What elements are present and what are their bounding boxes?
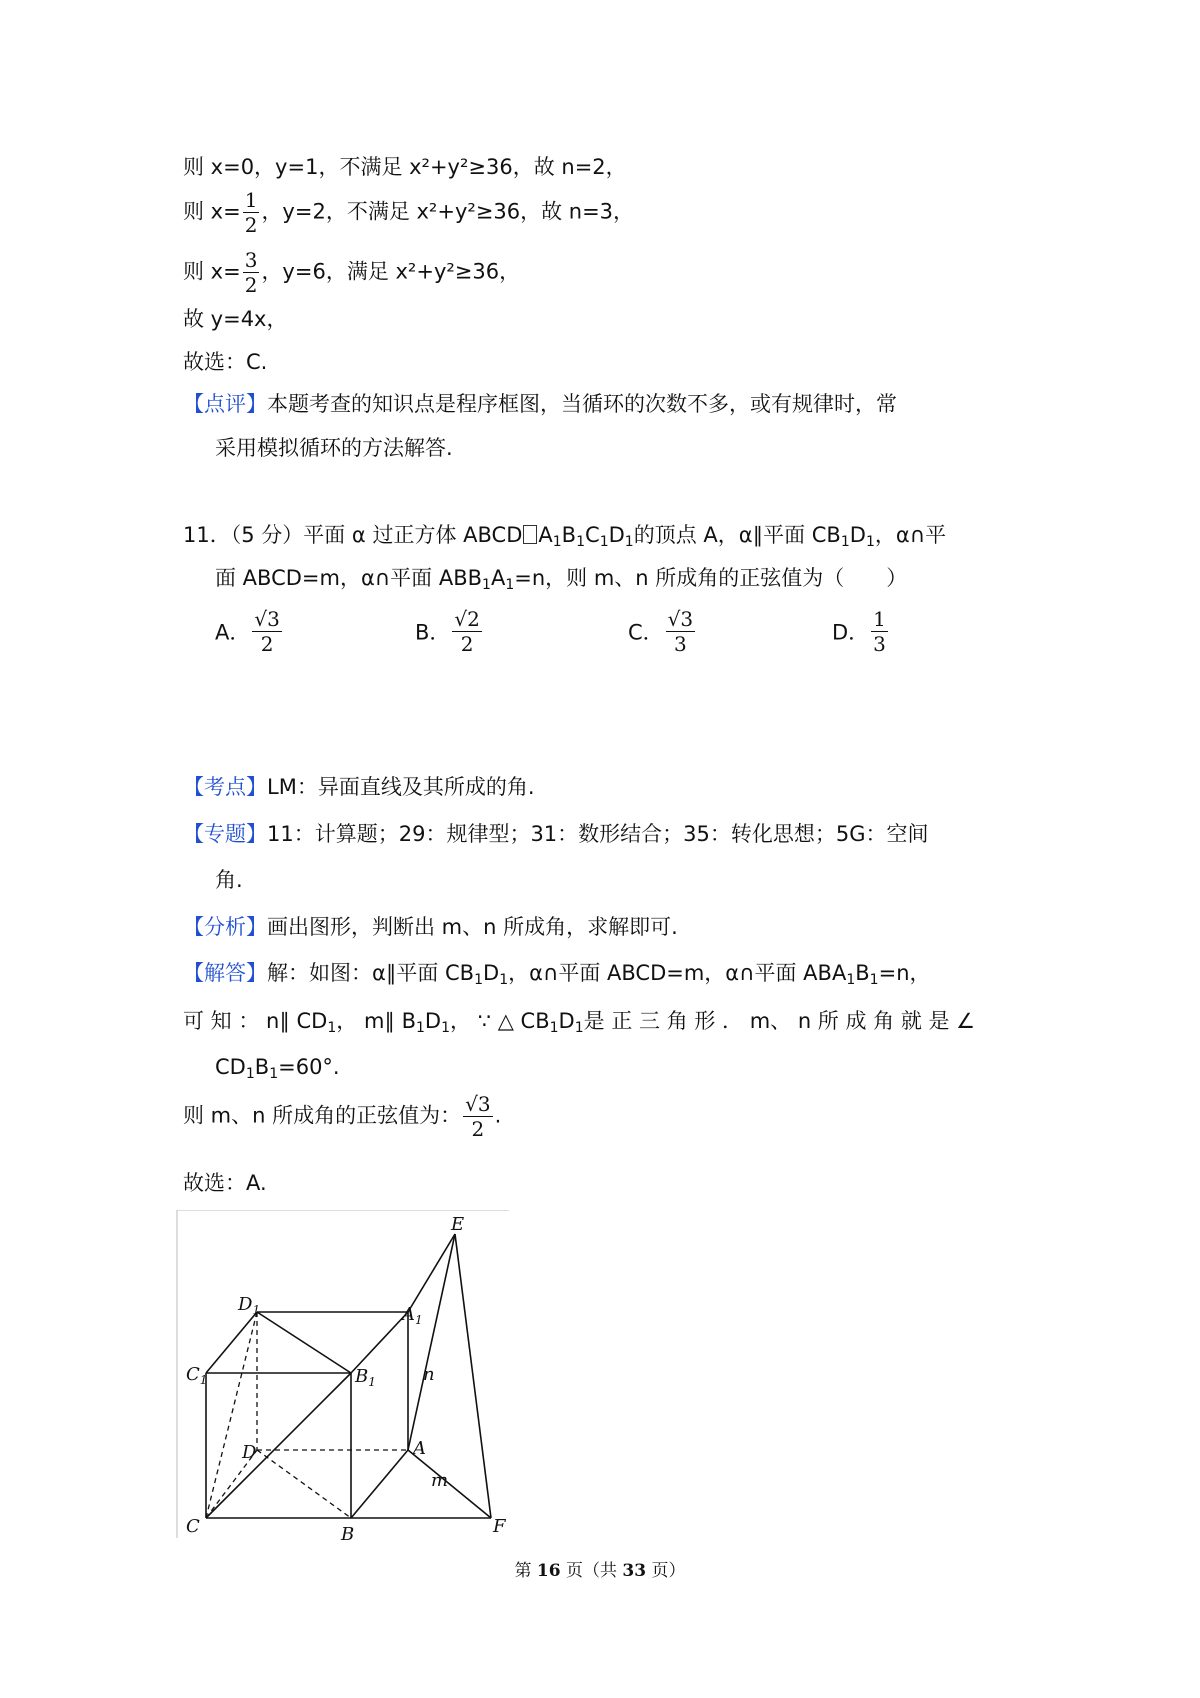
- numerator: 1: [244, 188, 258, 212]
- denominator: 2: [260, 632, 274, 656]
- text: CD: [215, 1055, 246, 1079]
- label-f: F: [493, 1516, 506, 1537]
- text: ，y=6，满足 x²+y²≥36，: [261, 259, 521, 284]
- denominator: 2: [471, 1117, 485, 1141]
- sub: 1: [846, 972, 856, 988]
- text: .: [494, 1103, 502, 1128]
- zhuanti-tag: 【专题】: [183, 822, 267, 846]
- option-a[interactable]: [215, 607, 284, 656]
- label-d1: [237, 1294, 260, 1317]
- fraction: [452, 607, 481, 656]
- fraction: [463, 1092, 492, 1141]
- sub: 1: [869, 972, 879, 988]
- label-e: E: [451, 1214, 465, 1235]
- sub: 1: [505, 577, 515, 593]
- denominator: 3: [873, 632, 886, 656]
- jieda-line-3: [215, 1052, 340, 1082]
- sub: 1: [599, 534, 609, 550]
- text: 则 x=: [183, 199, 241, 224]
- solution-line-2: [183, 188, 634, 237]
- text: =n，: [878, 961, 931, 985]
- solution-line-3: [183, 248, 520, 297]
- label-n: n: [423, 1364, 435, 1385]
- numerator: √3: [465, 1092, 491, 1116]
- jieda-line-5: 故选：A.: [183, 1171, 267, 1195]
- sub: 1: [552, 534, 562, 550]
- text: 本题考查的知识点是程序框图，当循环的次数不多，或有规律时，常: [267, 392, 897, 416]
- text: LM：异面直线及其所成的角.: [267, 775, 535, 799]
- label-d1-main: D: [238, 1294, 253, 1315]
- text: 11：计算题；29：规律型；31：数形结合；35：转化思想；5G：空间: [267, 822, 929, 846]
- label-a1-main: A: [402, 1304, 415, 1325]
- numerator: √2: [454, 607, 480, 631]
- text: ，y=2，不满足 x²+y²≥36，故 n=3，: [261, 199, 635, 224]
- denominator: 2: [244, 213, 258, 237]
- text: 11．（5 分）平面 α 过正方体 ABCD: [183, 523, 523, 547]
- fraction: [252, 607, 281, 656]
- jieda-line-4: [183, 1092, 501, 1141]
- text: A: [538, 523, 553, 547]
- option-label: B．: [415, 620, 451, 645]
- denominator: 3: [674, 632, 687, 656]
- jieda-tag: 【解答】: [183, 961, 267, 985]
- sub: 1: [245, 1066, 255, 1082]
- label-b: B: [341, 1524, 355, 1540]
- text: =60°.: [278, 1055, 340, 1079]
- option-label: D．: [832, 620, 870, 645]
- label-a1-sub: 1: [415, 1313, 423, 1327]
- text: ，α∩平: [874, 523, 947, 547]
- text: 可 知 ： n∥ CD: [183, 1009, 328, 1033]
- sub: 1: [576, 534, 586, 550]
- text: 则 m、n 所成角的正弦值为：: [183, 1103, 462, 1128]
- fraction: [871, 607, 888, 656]
- jieda-line-1: [183, 958, 931, 988]
- sub: 1: [574, 1020, 584, 1036]
- solution-line-5: 故选：C.: [183, 350, 268, 374]
- label-b1-main: B: [355, 1366, 369, 1387]
- denominator: 2: [460, 632, 474, 656]
- text: 解：如图：α∥平面 CB: [267, 961, 475, 985]
- sub: 1: [416, 1020, 425, 1036]
- text: 的顶点 A，α∥平面 CB: [633, 523, 841, 547]
- label-c1: [186, 1364, 207, 1387]
- text: 页（共: [560, 1561, 623, 1581]
- jieda-line-2: [183, 1006, 975, 1036]
- numerator: 1: [873, 607, 886, 631]
- numerator: √3: [667, 607, 694, 631]
- text: B: [254, 1055, 270, 1079]
- text: B: [855, 961, 870, 985]
- dianping-tag: 【点评】: [183, 392, 267, 416]
- label-c: C: [186, 1516, 200, 1537]
- sub: 1: [269, 1066, 279, 1082]
- page-footer: [0, 1556, 1200, 1581]
- label-d: D: [242, 1442, 257, 1463]
- sub: 1: [624, 534, 634, 550]
- option-d[interactable]: [832, 607, 890, 656]
- dianping-line-2: 采用模拟循环的方法解答.: [215, 436, 453, 460]
- kaodian-tag: 【考点】: [183, 775, 267, 799]
- fenxi-line: [183, 912, 678, 942]
- text: A: [490, 566, 506, 590]
- text: 是 正 三 角 形 ． m、 n 所 成 角 就 是 ∠: [583, 1009, 976, 1033]
- fraction: [243, 248, 260, 297]
- fraction: [243, 188, 260, 237]
- text: D: [483, 961, 500, 985]
- missing-glyph: [523, 525, 537, 544]
- text: 面 ABCD=m，α∩平面 ABB: [215, 566, 483, 590]
- option-b[interactable]: [415, 607, 484, 656]
- text: ， ∵ △ CB: [450, 1009, 550, 1033]
- text: 第: [514, 1561, 537, 1581]
- kaodian-line: [183, 772, 535, 802]
- label-b1-sub: 1: [368, 1375, 376, 1389]
- sub: 1: [865, 534, 875, 550]
- label-c1-main: C: [186, 1364, 200, 1385]
- text: D: [608, 523, 625, 547]
- text: B: [561, 523, 577, 547]
- text: 页）: [646, 1561, 686, 1581]
- sub: 1: [549, 1020, 559, 1036]
- cube-diagram: [175, 1210, 520, 1540]
- label-m: m: [431, 1470, 449, 1491]
- solution-line-4: 故 y=4x，: [183, 307, 288, 331]
- page-number: 16: [536, 1561, 561, 1581]
- numerator: √3: [254, 607, 280, 631]
- fraction: [666, 607, 695, 656]
- sub: 1: [327, 1020, 337, 1036]
- sub: 1: [441, 1020, 451, 1036]
- text: 则 x=: [183, 259, 241, 284]
- zhuanti-line-2: 角.: [215, 868, 243, 892]
- dianping-line-1: [183, 389, 897, 419]
- numerator: 3: [244, 248, 258, 272]
- option-label: A．: [215, 620, 251, 645]
- question-11-line-2: [215, 563, 907, 593]
- sub: 1: [499, 972, 509, 988]
- question-11-line-1: [183, 520, 946, 550]
- solution-line-1: 则 x=0，y=1，不满足 x²+y²≥36，故 n=2，: [183, 155, 627, 179]
- text: C: [585, 523, 600, 547]
- label-d1-sub: 1: [252, 1303, 261, 1317]
- sub: 1: [474, 972, 484, 988]
- label-a: A: [413, 1438, 426, 1459]
- text: D: [558, 1009, 575, 1033]
- option-c[interactable]: [628, 607, 697, 656]
- sub: 1: [482, 577, 491, 593]
- option-label: C．: [628, 620, 664, 645]
- fenxi-tag: 【分析】: [183, 915, 267, 939]
- text: D: [424, 1009, 442, 1033]
- page-total: 33: [622, 1561, 647, 1581]
- text: 画出图形，判断出 m、n 所成角，求解即可.: [267, 915, 678, 939]
- text: ， m∥ B: [336, 1009, 416, 1033]
- sub: 1: [840, 534, 850, 550]
- label-a1: [400, 1304, 423, 1327]
- denominator: 2: [244, 273, 258, 297]
- text: =n，则 m、n 所成角的正弦值为（ ）: [514, 566, 908, 590]
- label-c1-sub: 1: [199, 1373, 208, 1387]
- zhuanti-line-1: [183, 819, 929, 849]
- text: ，α∩平面 ABCD=m，α∩平面 ABA: [508, 961, 847, 985]
- text: D: [849, 523, 866, 547]
- label-b1: [354, 1366, 376, 1389]
